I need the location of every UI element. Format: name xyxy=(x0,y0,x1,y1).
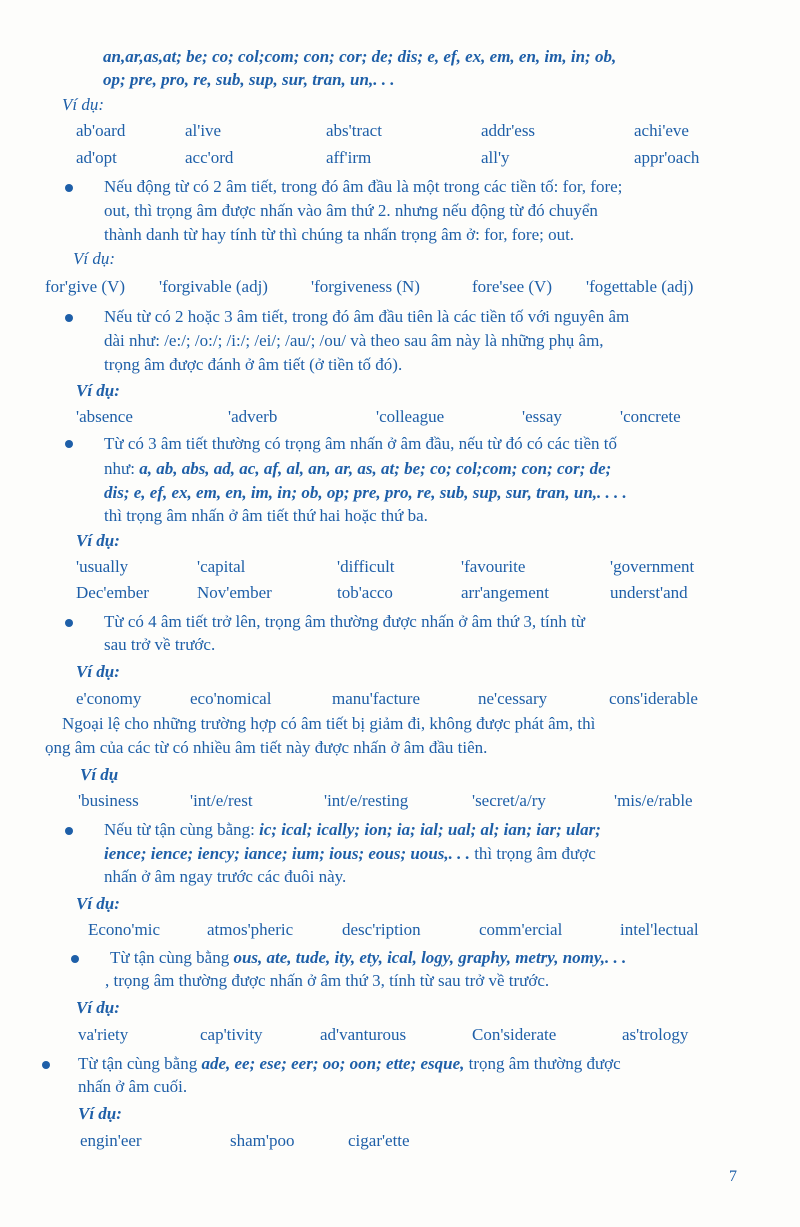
example-word: ad'vanturous xyxy=(320,1025,407,1044)
rule-text: nhấn ở âm ngay trước các đuôi này. xyxy=(104,867,347,886)
example-word: addr'ess xyxy=(481,121,536,140)
example-word: cigar'ette xyxy=(348,1131,410,1150)
example-word: 'mis/e/rable xyxy=(614,791,693,810)
example-word: e'conomy xyxy=(76,689,142,708)
example-word: abs'tract xyxy=(326,121,382,140)
example-word: Con'siderate xyxy=(472,1025,557,1044)
example-word: fore'see (V) xyxy=(472,277,552,296)
exception-text: Ngoại lệ cho những trường hợp có âm tiết bị giảm đi, không được phát âm, thì xyxy=(62,714,596,733)
rule-text: dis; e, ef, ex, em, en, im, in; ob, op; pre, pro, re, sub, sup, sur, tran, un,. . . . xyxy=(104,483,627,502)
example-word: arr'angement xyxy=(461,583,550,602)
example-label: Ví dụ: xyxy=(78,1104,122,1123)
example-word: 'concrete xyxy=(620,407,681,426)
rule-text: thành danh từ hay tính từ thì chúng ta nhấn trọng âm ở: for, fore; out. xyxy=(104,225,575,244)
example-word: achi'eve xyxy=(634,121,689,140)
example-word: all'y xyxy=(481,148,510,167)
example-word: intel'lectual xyxy=(620,920,699,939)
example-word: aff'irm xyxy=(326,148,372,167)
example-word: cons'iderable xyxy=(609,689,698,708)
rule-text: out, thì trọng âm được nhấn vào âm thứ 2. nhưng nếu động từ đó chuyển xyxy=(104,201,598,220)
bullet-icon xyxy=(65,184,73,192)
example-word: comm'ercial xyxy=(479,920,563,939)
example-word: appr'oach xyxy=(634,148,700,167)
example-word: 'forgiveness (N) xyxy=(311,277,420,296)
example-word: atmos'pheric xyxy=(207,920,294,939)
example-word: 'usually xyxy=(76,557,129,576)
example-word: for'give (V) xyxy=(45,277,126,296)
example-word: 'government xyxy=(610,557,695,576)
example-word: Econo'mic xyxy=(88,920,160,939)
example-word: cap'tivity xyxy=(200,1025,263,1044)
example-word: 'absence xyxy=(76,407,133,426)
example-word: 'forgivable (adj) xyxy=(159,277,268,296)
example-word: desc'ription xyxy=(342,920,421,939)
example-word: 'fogettable (adj) xyxy=(586,277,694,296)
example-word: manu'facture xyxy=(332,689,421,708)
rule-text: Nếu từ có 2 hoặc 3 âm tiết, trong đó âm đầu tiên là các tiền tố với nguyên âm xyxy=(104,307,630,326)
bullet-icon xyxy=(71,955,79,963)
example-word: 'favourite xyxy=(461,557,526,576)
intro-line-1: an,ar,as,at; be; co; col;com; con; cor; de; dis; e, ef, ex, em, en, im, in; ob, xyxy=(103,47,617,66)
example-word: tob'acco xyxy=(337,583,393,602)
bullet-icon xyxy=(42,1061,50,1069)
example-label: Ví dụ xyxy=(80,765,119,784)
example-word: 'secret/a/ry xyxy=(472,791,546,810)
rule-text: Từ có 4 âm tiết trở lên, trọng âm thường được nhấn ở âm thứ 3, tính từ xyxy=(104,612,585,631)
rule-text: trọng âm được đánh ở âm tiết (ở tiền tố đó). xyxy=(104,355,403,374)
rule-text: như: a, ab, abs, ad, ac, af, al, an, ar, as, at; be; co; col;com; con; cor; de; xyxy=(104,459,612,478)
example-word: sham'poo xyxy=(230,1131,295,1150)
rule-text: Từ tận cùng bằng ade, ee; ese; eer; oo; oon; ette; esque, trọng âm thường được xyxy=(78,1054,621,1073)
example-word: 'difficult xyxy=(337,557,395,576)
example-word: 'int/e/resting xyxy=(324,791,409,810)
example-word: engin'eer xyxy=(80,1131,142,1150)
example-word: ne'cessary xyxy=(478,689,548,708)
example-label: Ví dụ: xyxy=(76,381,120,400)
example-word: underst'and xyxy=(610,583,688,602)
bullet-icon xyxy=(65,619,73,627)
example-label: Ví dụ: xyxy=(76,662,120,681)
rule-text: ience; ience; iency; iance; ium; ious; eous; uous,. . . thì trọng âm được xyxy=(104,844,596,863)
example-word: ad'opt xyxy=(76,148,117,167)
rule-text: Nếu động từ có 2 âm tiết, trong đó âm đầu là một trong các tiền tố: for, fore; xyxy=(104,177,623,196)
example-label: Ví dụ: xyxy=(76,894,120,913)
example-label: Ví dụ: xyxy=(76,998,120,1017)
bullet-icon xyxy=(65,314,73,322)
example-word: 'business xyxy=(78,791,139,810)
bullet-icon xyxy=(65,440,73,448)
rule-text: sau trở về trước. xyxy=(104,635,216,654)
page-number: 7 xyxy=(729,1168,737,1185)
example-word: acc'ord xyxy=(185,148,234,167)
example-word: al'ive xyxy=(185,121,222,140)
example-word: Dec'ember xyxy=(76,583,149,602)
example-label: Ví dụ: xyxy=(62,95,105,114)
rule-text: Từ tận cùng bằng ous, ate, tude, ity, ety, ical, logy, graphy, metry, nomy,. . . xyxy=(110,948,627,967)
example-word: 'colleague xyxy=(376,407,445,426)
example-word: va'riety xyxy=(78,1025,129,1044)
example-word: eco'nomical xyxy=(190,689,272,708)
rule-text: nhấn ở âm cuối. xyxy=(78,1077,188,1096)
rule-text: , trọng âm thường được nhấn ở âm thứ 3, tính từ sau trở về trước. xyxy=(105,971,550,990)
example-word: 'essay xyxy=(522,407,562,426)
example-label: Ví dụ: xyxy=(76,531,120,550)
example-word: 'int/e/rest xyxy=(190,791,253,810)
example-word: Nov'ember xyxy=(197,583,272,602)
intro-line-2: op; pre, pro, re, sub, sup, sur, tran, un,. . . xyxy=(103,70,395,89)
example-word: 'adverb xyxy=(228,407,278,426)
exception-text: ọng âm của các từ có nhiều âm tiết này được nhấn ở âm đầu tiên. xyxy=(45,738,488,757)
bullet-icon xyxy=(65,827,73,835)
rule-text: dài như: /e:/; /o:/; /i:/; /ei/; /au/; /ou/ và theo sau âm này là những phụ âm, xyxy=(104,331,604,350)
example-word: as'trology xyxy=(622,1025,689,1044)
rule-text: Từ có 3 âm tiết thường có trọng âm nhấn ở âm đầu, nếu từ đó có các tiền tố xyxy=(104,434,617,453)
example-label: Ví dụ: xyxy=(73,249,116,268)
rule-text: Nếu từ tận cùng bằng: ic; ical; ically; ion; ia; ial; ual; al; ian; iar; ular; xyxy=(104,820,601,839)
example-word: 'capital xyxy=(197,557,246,576)
example-word: ab'oard xyxy=(76,121,126,140)
rule-text: thì trọng âm nhấn ở âm tiết thứ hai hoặc thứ ba. xyxy=(104,506,428,525)
